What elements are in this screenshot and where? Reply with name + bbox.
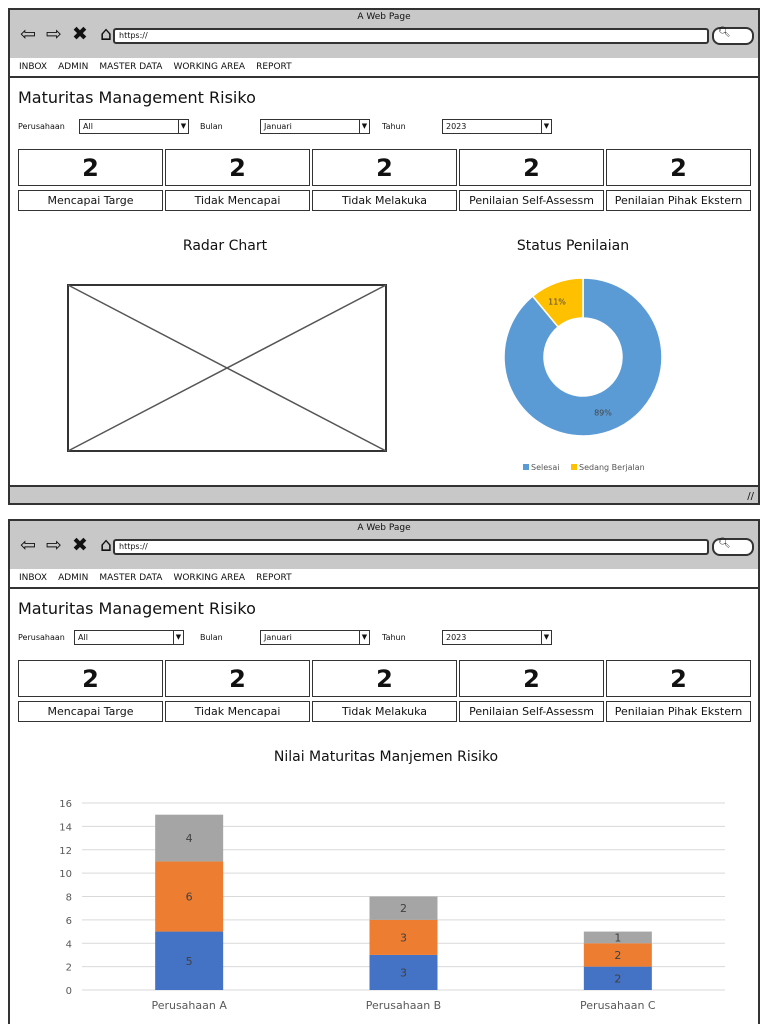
y-tick-label: 12 [59, 845, 72, 857]
title-bar [10, 10, 758, 60]
menu-item-admin[interactable]: ADMIN [58, 573, 89, 583]
kpi-card [606, 149, 751, 211]
tahun-value: 2023 [446, 122, 467, 131]
chevron-down-icon: ▼ [359, 631, 369, 644]
chevron-down-icon: ▼ [173, 631, 183, 644]
chevron-down-icon: ▼ [359, 120, 369, 133]
perusahaan-value: All [78, 633, 88, 642]
menu-item-report[interactable]: REPORT [256, 62, 292, 72]
close-icon[interactable]: ✖ [72, 23, 88, 45]
bulan-label: Bulan [200, 633, 223, 642]
home-icon[interactable]: ⌂ [99, 23, 113, 45]
close-icon[interactable]: ✖ [72, 534, 88, 556]
kpi-value: 2 [606, 149, 751, 186]
x-tick-label: Perusahaan A [151, 999, 227, 1012]
kpi-card [606, 660, 751, 722]
kpi-cards [18, 660, 752, 726]
status-chart-title: Status Penilaian [516, 238, 630, 254]
back-arrow-icon[interactable]: ⇦ [20, 23, 36, 45]
bulan-value: Januari [264, 122, 292, 131]
legend-label: Selesai [531, 463, 560, 472]
kpi-label: Mencapai Targe [18, 701, 163, 722]
x-tick-label: Perusahaan B [365, 999, 442, 1012]
menu-item-report[interactable]: REPORT [256, 573, 292, 583]
kpi-value: 2 [165, 660, 310, 697]
window-title: A Web Page [357, 12, 411, 22]
bar-data-label: 4 [185, 832, 193, 846]
kpi-value: 2 [606, 660, 751, 697]
kpi-label: Penilaian Pihak Ekstern [606, 701, 751, 722]
perusahaan-value: All [83, 122, 93, 131]
bulan-select[interactable] [260, 630, 370, 645]
kpi-label: Mencapai Targe [18, 190, 163, 211]
menu-item-inbox[interactable]: INBOX [19, 62, 48, 72]
menu-item-working-area[interactable]: WORKING AREA [173, 62, 246, 72]
chevron-down-icon: ▼ [541, 120, 551, 133]
kpi-label: Tidak Melakuka [312, 701, 457, 722]
perusahaan-label: Perusahaan [18, 633, 65, 642]
tahun-select[interactable] [442, 119, 552, 134]
kpi-value: 2 [312, 660, 457, 697]
bar-data-label: 1 [614, 931, 622, 945]
kpi-card [165, 149, 310, 211]
y-tick-label: 16 [59, 799, 72, 810]
kpi-label: Tidak Melakuka [312, 190, 457, 211]
kpi-value: 2 [18, 149, 163, 186]
chevron-down-icon: ▼ [178, 120, 188, 133]
y-tick-label: 2 [65, 962, 72, 974]
legend-label: Sedang Berjalan [579, 463, 645, 472]
x-tick-label: Perusahaan C [580, 999, 656, 1012]
bar-chart-title: Nilai Maturitas Manjemen Risiko [273, 749, 499, 765]
kpi-card [18, 660, 163, 722]
bulan-select[interactable] [260, 119, 370, 134]
tahun-select[interactable] [442, 630, 552, 645]
page-title: Maturitas Management Risiko [18, 599, 256, 618]
kpi-value: 2 [459, 149, 604, 186]
page-title: Maturitas Management Risiko [18, 88, 256, 107]
kpi-card [312, 660, 457, 722]
search-button[interactable] [712, 538, 754, 556]
bar-data-label: 3 [400, 931, 407, 945]
y-tick-label: 4 [65, 939, 72, 951]
kpi-card [312, 149, 457, 211]
maturity-stacked-bar-chart [30, 789, 742, 1024]
tahun-label: Tahun [382, 122, 406, 131]
browser-window-1 [8, 8, 760, 505]
bar-data-label: 2 [400, 902, 407, 916]
url-bar[interactable]: https:// [113, 28, 709, 44]
menu-item-master-data[interactable]: MASTER DATA [99, 62, 163, 72]
kpi-label: Tidak Mencapai [165, 190, 310, 211]
menu-bar [10, 569, 758, 589]
status-bar [10, 485, 758, 503]
chevron-down-icon: ▼ [541, 631, 551, 644]
status-donut-chart [450, 276, 690, 486]
perusahaan-select[interactable] [74, 630, 184, 645]
kpi-card [18, 149, 163, 211]
search-icon: 🔍︎ [718, 538, 731, 549]
y-tick-label: 0 [65, 986, 72, 997]
forward-arrow-icon[interactable]: ⇨ [46, 534, 62, 556]
kpi-card [459, 660, 604, 722]
kpi-value: 2 [459, 660, 604, 697]
perusahaan-label: Perusahaan [18, 122, 65, 131]
bar-data-label: 3 [400, 966, 407, 980]
radar-chart-placeholder [67, 284, 389, 454]
search-button[interactable] [712, 27, 754, 45]
home-icon[interactable]: ⌂ [99, 534, 113, 556]
radar-chart-title: Radar Chart [182, 238, 268, 254]
y-tick-label: 8 [65, 892, 72, 904]
search-icon: 🔍︎ [718, 27, 731, 38]
bar-data-label: 5 [185, 954, 193, 968]
donut-data-label: 11% [548, 297, 566, 307]
window-title: A Web Page [357, 523, 411, 533]
kpi-label: Penilaian Self-Assessm [459, 190, 604, 211]
legend-swatch [571, 464, 577, 470]
bar-data-label: 6 [185, 890, 193, 904]
kpi-value: 2 [165, 149, 310, 186]
browser-window-2 [8, 519, 760, 1024]
kpi-card [459, 149, 604, 211]
menu-item-working-area[interactable]: WORKING AREA [173, 573, 246, 583]
donut-data-label: 89% [594, 408, 612, 418]
y-tick-label: 6 [65, 915, 72, 927]
forward-arrow-icon[interactable]: ⇨ [46, 23, 62, 45]
menu-item-master-data[interactable]: MASTER DATA [99, 573, 163, 583]
resize-grip-icon[interactable]: // [747, 491, 754, 502]
legend-swatch [523, 464, 529, 470]
bar-data-label: 2 [614, 948, 622, 962]
kpi-cards [18, 149, 752, 215]
kpi-label: Penilaian Self-Assessm [459, 701, 604, 722]
title-bar [10, 521, 758, 571]
kpi-value: 2 [312, 149, 457, 186]
perusahaan-select[interactable] [79, 119, 189, 134]
menu-bar [10, 58, 758, 78]
menu-item-admin[interactable]: ADMIN [58, 62, 89, 72]
tahun-value: 2023 [446, 633, 467, 642]
bulan-label: Bulan [200, 122, 223, 131]
menu-item-inbox[interactable]: INBOX [19, 573, 48, 583]
y-tick-label: 10 [59, 869, 72, 881]
url-bar[interactable]: https:// [113, 539, 709, 555]
kpi-value: 2 [18, 660, 163, 697]
kpi-label: Penilaian Pihak Ekstern [606, 190, 751, 211]
kpi-label: Tidak Mencapai [165, 701, 310, 722]
y-tick-label: 14 [59, 822, 72, 834]
kpi-card [165, 660, 310, 722]
bar-data-label: 2 [614, 972, 622, 986]
back-arrow-icon[interactable]: ⇦ [20, 534, 36, 556]
tahun-label: Tahun [382, 633, 406, 642]
bulan-value: Januari [264, 633, 292, 642]
